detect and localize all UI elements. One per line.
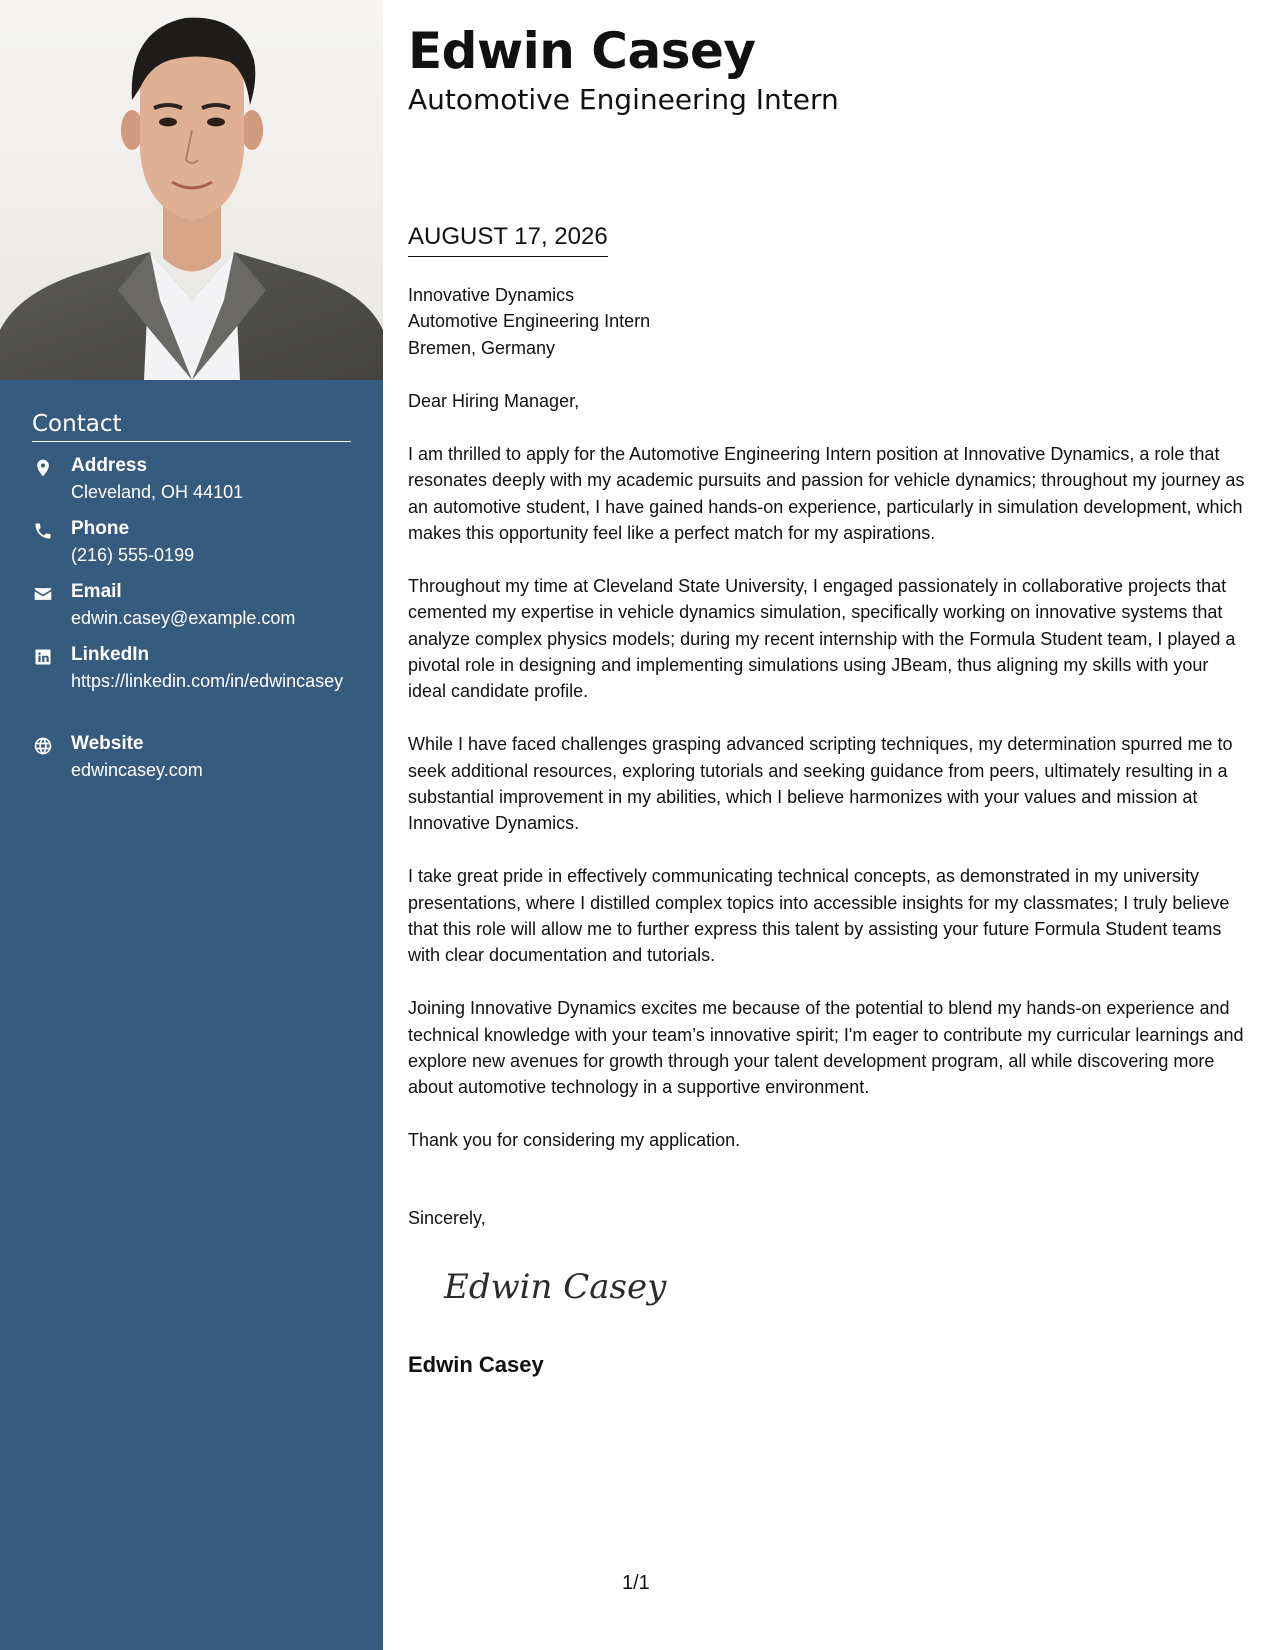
sidebar bbox=[0, 0, 383, 1650]
contact-label: Website bbox=[71, 733, 144, 754]
signature-image bbox=[442, 1262, 667, 1312]
letter-date: AUGUST 17, 2026 bbox=[408, 224, 608, 257]
signature-text: Edwin Casey bbox=[444, 1267, 667, 1307]
greeting: Dear Hiring Manager, bbox=[408, 391, 580, 411]
body-paragraph: I am thrilled to apply for the Automotive Engineering Intern position at Innovative Dynamics, a role that resonates deeply with my academic pursuits and passion for vehicle dynamics; throughout my journey as an automotive student, I have gained hands-on experience, particularly in simulation development, which makes this opportunity feel like a perfect match for my aspirations. bbox=[408, 443, 1245, 544]
closing: Sincerely, bbox=[408, 1208, 486, 1228]
recipient-company: Innovative Dynamics bbox=[408, 285, 575, 305]
envelope-icon bbox=[32, 583, 54, 605]
body-paragraph: Joining Innovative Dynamics excites me because of the potential to blend my hands-on experience and technical knowledge with your team’s innovative spirit; I'm eager to contribute my curricular learnings and explore new avenues for growth through your talent development program, all while discovering more about automotive technology in a supportive environment. bbox=[408, 998, 1244, 1098]
contact-value[interactable]: https://linkedin.com/in/edwincasey bbox=[71, 671, 344, 691]
phone-icon bbox=[32, 520, 54, 542]
letter-body bbox=[408, 388, 1248, 1180]
contact-heading: Contact bbox=[32, 412, 351, 442]
contact-label: Phone bbox=[71, 518, 130, 539]
body-paragraph: While I have faced challenges grasping advanced scripting techniques, my determination spurred me to seek additional resources, exploring tutorials and seeking guidance from peers, ultimately resulting in a substantial improvement in my abilities, which I believe harmonizes with your values and mission at Innovative Dynamics. bbox=[408, 734, 1233, 834]
recipient-block bbox=[408, 282, 650, 361]
contact-label: Email bbox=[71, 581, 122, 602]
map-pin-icon bbox=[32, 457, 54, 479]
globe-icon bbox=[32, 735, 54, 757]
applicant-title: Automotive Engineering Intern bbox=[408, 83, 839, 116]
body-paragraph: I take great pride in effectively communicating technical concepts, as demonstrated in my university presentations, where I distilled complex topics into accessible insights for my classmates; I truly believe that this role will allow me to further express this talent by assisting your future Formula Student teams with clear documentation and tutorials. bbox=[408, 866, 1230, 966]
contact-label: LinkedIn bbox=[71, 644, 150, 665]
linkedin-icon bbox=[32, 646, 54, 668]
profile-photo bbox=[0, 0, 383, 380]
page-number: 1/1 bbox=[622, 1572, 650, 1594]
body-paragraph: Throughout my time at Cleveland State University, I engaged passionately in collaborative projects that cemented my expertise in vehicle dynamics simulation, specifically working on innovative systems that analyze complex physics models; during my recent internship with the Formula Student team, I played a pivotal role in designing and implementing simulations using JBeam, thus aligning my skills with your ideal candidate profile. bbox=[408, 575, 1236, 702]
recipient-position: Automotive Engineering Intern bbox=[408, 311, 651, 332]
contact-value[interactable]: edwin.casey@example.com bbox=[71, 608, 296, 628]
recipient-location: Bremen, Germany bbox=[408, 337, 556, 358]
contact-value[interactable]: edwincasey.com bbox=[71, 760, 203, 780]
contact-value: (216) 555-0199 bbox=[71, 545, 195, 565]
applicant-name: Edwin Casey bbox=[408, 22, 756, 80]
body-paragraph: Thank you for considering my application. bbox=[408, 1130, 741, 1151]
contact-label: Address bbox=[71, 455, 148, 476]
signer-name: Edwin Casey bbox=[408, 1352, 544, 1377]
contact-value: Cleveland, OH 44101 bbox=[71, 482, 244, 502]
